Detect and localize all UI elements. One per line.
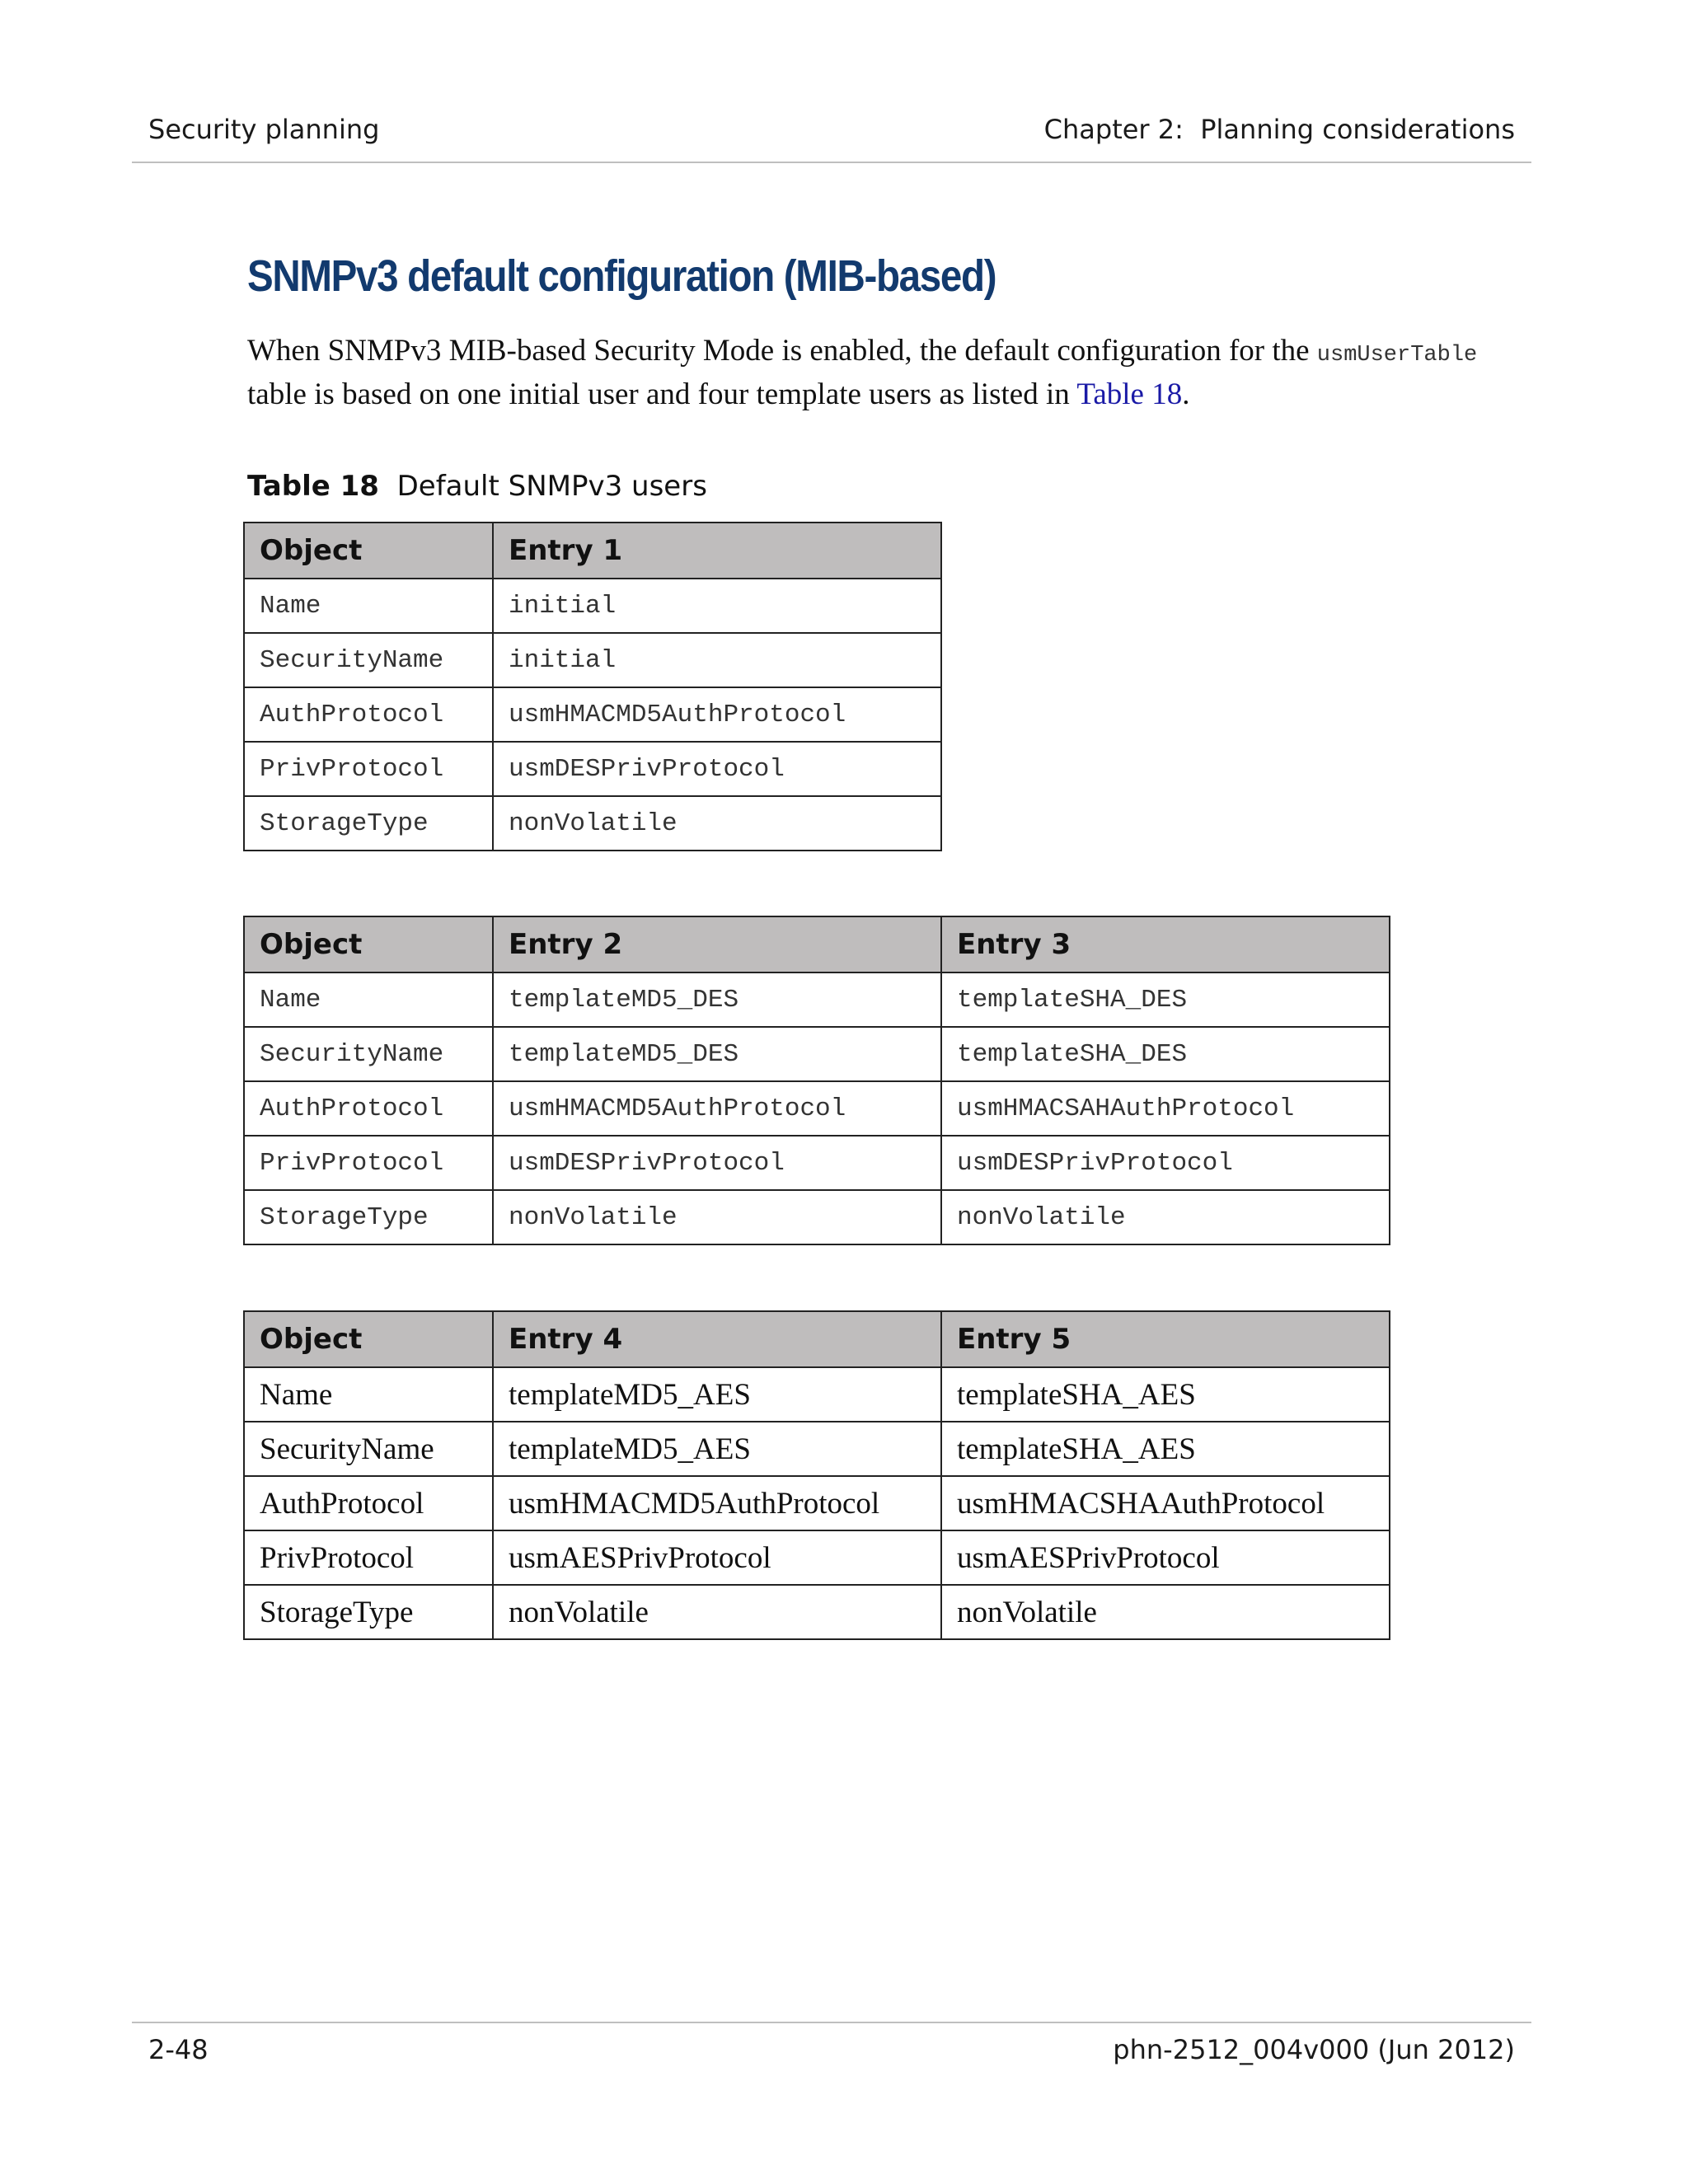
column-header: Entry 4 (493, 1311, 941, 1367)
table-cell: usmAESPrivProtocol (941, 1530, 1390, 1585)
table-header-row (244, 916, 1390, 972)
table-row (244, 1136, 1390, 1190)
header-section-name: Security planning (148, 114, 380, 145)
table-cell: templateSHA_DES (941, 972, 1390, 1027)
table-row (244, 1422, 1390, 1476)
table-cell: PrivProtocol (244, 1136, 493, 1190)
table-cell: nonVolatile (493, 1585, 941, 1639)
entry-4-5-table (243, 1310, 1390, 1640)
footer-divider (132, 2022, 1531, 2023)
table-cell: AuthProtocol (244, 1081, 493, 1136)
table-row (244, 1027, 1390, 1081)
table-row (244, 1190, 1390, 1244)
document-reference: phn-2512_004v000 (Jun 2012) (1113, 2034, 1515, 2065)
section-title: SNMPv3 default configuration (MIB-based) (247, 251, 996, 301)
table-cell: templateSHA_DES (941, 1027, 1390, 1081)
table-caption-label: Table 18 (247, 470, 379, 503)
column-header: Entry 3 (941, 916, 1390, 972)
intro-paragraph (247, 331, 1500, 414)
table-header-row (244, 523, 941, 579)
column-header: Entry 2 (493, 916, 941, 972)
table-cell: usmHMACMD5AuthProtocol (493, 687, 941, 742)
table-row (244, 742, 941, 796)
table-row (244, 972, 1390, 1027)
table-row (244, 1476, 1390, 1530)
table-cell: usmDESPrivProtocol (941, 1136, 1390, 1190)
table-cell: templateMD5_DES (493, 1027, 941, 1081)
header-chapter-name: Chapter 2: Planning considerations (1043, 114, 1515, 145)
table-cell: usmHMACMD5AuthProtocol (493, 1476, 941, 1530)
table-cell: nonVolatile (941, 1190, 1390, 1244)
column-header: Entry 1 (493, 523, 941, 579)
column-header: Object (244, 523, 493, 579)
table-cell: usmHMACMD5AuthProtocol (493, 1081, 941, 1136)
table-cell: SecurityName (244, 1027, 493, 1081)
table-cell: Name (244, 972, 493, 1027)
table-cell: SecurityName (244, 1422, 493, 1476)
table-cell: StorageType (244, 1585, 493, 1639)
page-number: 2-48 (148, 2034, 209, 2065)
table-cell: templateMD5_AES (493, 1367, 941, 1422)
table-cell: nonVolatile (493, 796, 941, 851)
table-cell: PrivProtocol (244, 1530, 493, 1585)
entry-2-3-table (243, 916, 1390, 1245)
table-cell: usmHMACSAHAuthProtocol (941, 1081, 1390, 1136)
table-caption-text: Default SNMPv3 users (396, 470, 707, 503)
table-cell: Name (244, 579, 493, 633)
table-cell: nonVolatile (941, 1585, 1390, 1639)
table-cell: initial (493, 633, 941, 687)
entry-1-table (243, 522, 942, 851)
table-cell: PrivProtocol (244, 742, 493, 796)
table-cell: usmDESPrivProtocol (493, 742, 941, 796)
table-cell: initial (493, 579, 941, 633)
intro-code-term: usmUserTable (1316, 343, 1478, 368)
table-caption (247, 470, 707, 503)
table-cell: templateMD5_DES (493, 972, 941, 1027)
table-cell: templateSHA_AES (941, 1422, 1390, 1476)
table-cell: StorageType (244, 1190, 493, 1244)
table-row (244, 1367, 1390, 1422)
table-row (244, 579, 941, 633)
table-row (244, 796, 941, 851)
column-header: Entry 5 (941, 1311, 1390, 1367)
table-cell: StorageType (244, 796, 493, 851)
intro-text-end: . (1182, 377, 1190, 411)
intro-text-middle: table is based on one initial user and four template users as listed in (247, 377, 1077, 411)
intro-text-start: When SNMPv3 MIB-based Security Mode is enabled, the default configuration for the (247, 334, 1317, 368)
table-cross-reference-link[interactable]: Table 18 (1076, 377, 1183, 411)
table-cell: Name (244, 1367, 493, 1422)
table-row (244, 1530, 1390, 1585)
table-row (244, 1081, 1390, 1136)
table-row (244, 687, 941, 742)
table-cell: usmDESPrivProtocol (493, 1136, 941, 1190)
column-header: Object (244, 1311, 493, 1367)
table-cell: templateSHA_AES (941, 1367, 1390, 1422)
table-cell: AuthProtocol (244, 1476, 493, 1530)
table-cell: usmAESPrivProtocol (493, 1530, 941, 1585)
table-cell: AuthProtocol (244, 687, 493, 742)
table-cell: templateMD5_AES (493, 1422, 941, 1476)
table-row (244, 1585, 1390, 1639)
table-row (244, 633, 941, 687)
table-header-row (244, 1311, 1390, 1367)
header-divider (132, 162, 1531, 163)
column-header: Object (244, 916, 493, 972)
table-cell: nonVolatile (493, 1190, 941, 1244)
table-cell: SecurityName (244, 633, 493, 687)
table-cell: usmHMACSHAAuthProtocol (941, 1476, 1390, 1530)
